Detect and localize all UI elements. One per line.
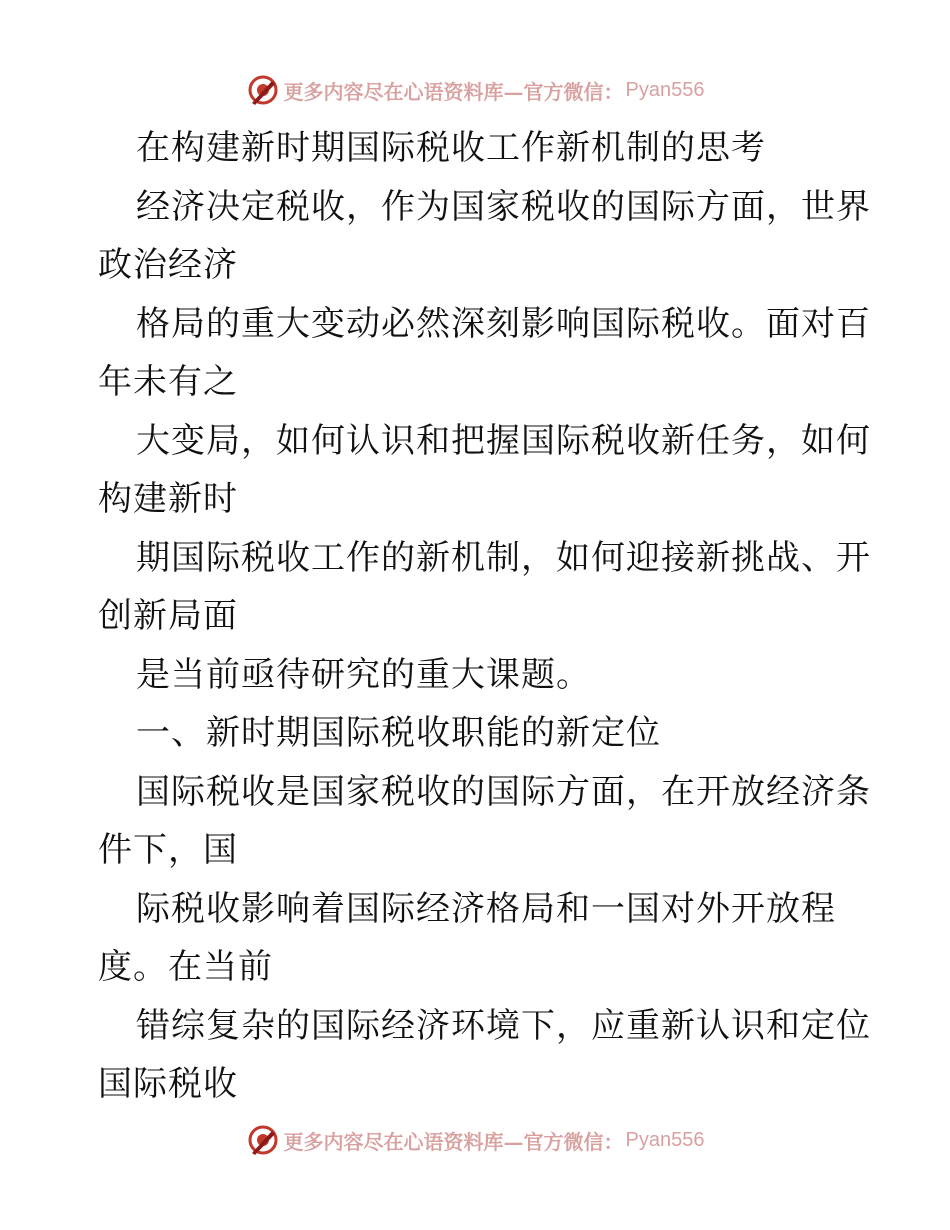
paragraph-line: 度。在当前 (98, 947, 273, 987)
document-body (98, 119, 871, 1114)
paragraph-line: 际税收影响着国际经济格局和一国对外开放程 (136, 888, 836, 929)
paragraph-line: 国际税收 (98, 1064, 238, 1104)
paragraph-line: 政治经济 (98, 245, 238, 285)
doc-title: 在构建新时期国际税收工作新机制的思考 (136, 128, 766, 168)
paragraph-line: 国际税收是国家税收的国际方面，在开放经济条 (136, 771, 871, 812)
paragraph-line: 错综复杂的国际经济环境下，应重新认识和定位 (136, 1005, 871, 1046)
pen-logo-icon (246, 73, 280, 107)
paragraph-line: 期国际税收工作的新机制，如何迎接新挑战、开 (136, 537, 871, 578)
paragraph-line: 格局的重大变动必然深刻影响国际税收。面对百 (136, 303, 871, 344)
paragraph-line: 年未有之 (98, 362, 238, 402)
watermark-text: 更多内容尽在心语资料库—官方微信： (283, 1129, 624, 1154)
watermark-text: 更多内容尽在心语资料库—官方微信： (283, 79, 624, 104)
paragraph-line: 创新局面 (98, 596, 238, 636)
watermark-wechat-id: Pyan556 (625, 1128, 705, 1151)
footer-watermark (0, 1120, 950, 1160)
paragraph-line: 构建新时 (98, 479, 238, 519)
paragraph-line: 是当前亟待研究的重大课题。 (136, 654, 591, 695)
paragraph-line: 件下，国 (98, 830, 238, 870)
paragraph-line: 大变局，如何认识和把握国际税收新任务，如何 (136, 420, 871, 461)
section-heading: 一、新时期国际税收职能的新定位 (136, 713, 661, 753)
header-watermark (0, 70, 950, 110)
paragraph-line: 经济决定税收，作为国家税收的国际方面，世界 (136, 186, 871, 227)
pen-logo-icon (246, 1123, 280, 1157)
watermark-wechat-id: Pyan556 (625, 78, 705, 101)
